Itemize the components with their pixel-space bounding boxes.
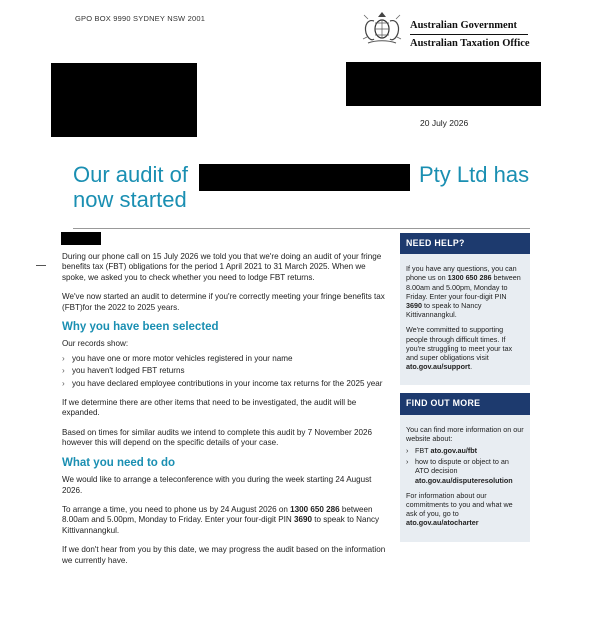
- records-list: [62, 354, 387, 389]
- need-help-body: [400, 254, 530, 385]
- sender-address: GPO BOX 9990 SYDNEY NSW 2001: [75, 14, 206, 23]
- text-fragment: To arrange a time, you need to phone us by 24 August 2026 on: [62, 504, 291, 514]
- support-text: [406, 325, 524, 371]
- records-intro: Our records show:: [62, 339, 129, 349]
- heading-what-to-do: What you need to do: [62, 456, 176, 469]
- need-help-heading: NEED HELP?: [400, 233, 530, 254]
- redacted-recipient-address: [51, 63, 197, 137]
- letter-date: 20 July 2026: [420, 118, 469, 128]
- text-fragment: between 8.00am and 5.00pm, Monday to Friday. Enter your four-digit PIN: [62, 504, 373, 525]
- dispute-link[interactable]: ato.gov.au/disputeresolution: [415, 475, 513, 485]
- heading-why-selected: Why you have been selected: [62, 321, 219, 334]
- pin-number: 3690: [293, 515, 312, 525]
- text-fragment: If you have any questions, you can phone us on: [406, 264, 517, 283]
- fold-mark: [36, 265, 46, 266]
- title-part-1: Our audit of: [73, 162, 188, 187]
- paragraph-intro: During our phone call on 15 July 2026 we told you that we're doing an audit of your fringe benefits tax (FBT) obligations for the period 1 April 2021 to 31 March 2025. When we spoke, we asked you to check whether you need to lodge FBT returns.: [62, 252, 382, 282]
- list-item: [62, 354, 387, 364]
- text-fragment: .: [470, 362, 473, 372]
- phone-number: 1300 650 286: [290, 504, 340, 514]
- fbt-link[interactable]: ato.gov.au/fbt: [430, 446, 478, 456]
- paragraph-arrange-time: [62, 505, 387, 536]
- paragraph-no-response: If we don't hear from you by this date, we may progress the audit based on the information we currently have.: [62, 545, 386, 565]
- list-item: [406, 457, 524, 485]
- paragraph-teleconference: We would like to arrange a teleconference with you during the week starting 24 August 2026.: [62, 475, 372, 495]
- list-item: [62, 366, 387, 376]
- title-divider: [73, 228, 530, 229]
- chevron-right-icon: ›: [62, 378, 65, 388]
- text-fragment: to speak to Nancy Kittivannangkul.: [62, 515, 380, 535]
- chevron-right-icon: ›: [406, 446, 409, 456]
- help-contact-text: [406, 264, 524, 319]
- list-item-text: you haven't lodged FBT returns: [72, 366, 185, 376]
- chevron-right-icon: ›: [62, 366, 65, 376]
- redacted-salutation: [61, 232, 101, 245]
- title-part-3: now started: [73, 187, 187, 212]
- list-item: [406, 446, 524, 455]
- letter-body: [62, 252, 387, 575]
- redacted-reference-block: [346, 62, 541, 106]
- text-fragment: FBT: [415, 446, 431, 456]
- paragraph-audit-started: We've now started an audit to determine if you're correctly meeting your fringe benefits tax (FBT)for the 2022 to 2025 years.: [62, 292, 385, 312]
- gov-name: Australian Government: [410, 20, 518, 31]
- wordmark-divider: [410, 34, 528, 35]
- agency-wordmark: [410, 19, 530, 50]
- text-fragment: to speak to Nancy Kittivannangkul.: [406, 301, 482, 320]
- text-fragment: For information about our commitments to you and what we ask of you, go to: [406, 490, 513, 519]
- coat-of-arms-logo: [360, 9, 404, 49]
- agency-name: Australian Taxation Office: [410, 38, 530, 49]
- paragraph-timing: Based on times for similar audits we intend to complete this audit by 7 November 2026 however this will depend on the specific details of your case.: [62, 427, 372, 448]
- text-fragment: We're committed to supporting people through difficult times. If you're struggling to meet your tax and super obligations visit: [406, 325, 513, 363]
- list-item-text: you have one or more motor vehicles registered in your name: [72, 353, 293, 363]
- list-item-text: you have declared employee contributions in your income tax returns for the 2025 year: [72, 378, 383, 388]
- redacted-company-name: [199, 164, 410, 191]
- text-fragment: how to dispute or object to an ATO decision: [415, 457, 509, 476]
- find-out-more-body: [400, 415, 530, 542]
- sidebar-gap: [400, 385, 530, 393]
- help-pin-number: 3690: [406, 301, 422, 311]
- paragraph-expanded: If we determine there are other items that need to be investigated, the audit will be expanded.: [62, 398, 357, 418]
- chevron-right-icon: ›: [406, 457, 409, 467]
- charter-link[interactable]: ato.gov.au/atocharter: [406, 518, 479, 528]
- title-part-2: Pty Ltd has: [419, 162, 530, 187]
- list-item: [62, 379, 387, 389]
- charter-text: [406, 491, 524, 528]
- sidebar: [400, 233, 530, 542]
- support-link[interactable]: ato.gov.au/support: [406, 362, 471, 372]
- more-intro: You can find more information on our website about:: [406, 424, 524, 443]
- more-list: [406, 446, 524, 485]
- help-phone-number: 1300 650 286: [447, 273, 492, 283]
- find-out-more-heading: FIND OUT MORE: [400, 393, 530, 414]
- chevron-right-icon: ›: [62, 353, 65, 363]
- text-fragment: between 8.00am and 5.00pm, Monday to Friday. Enter your four-digit PIN: [406, 273, 521, 301]
